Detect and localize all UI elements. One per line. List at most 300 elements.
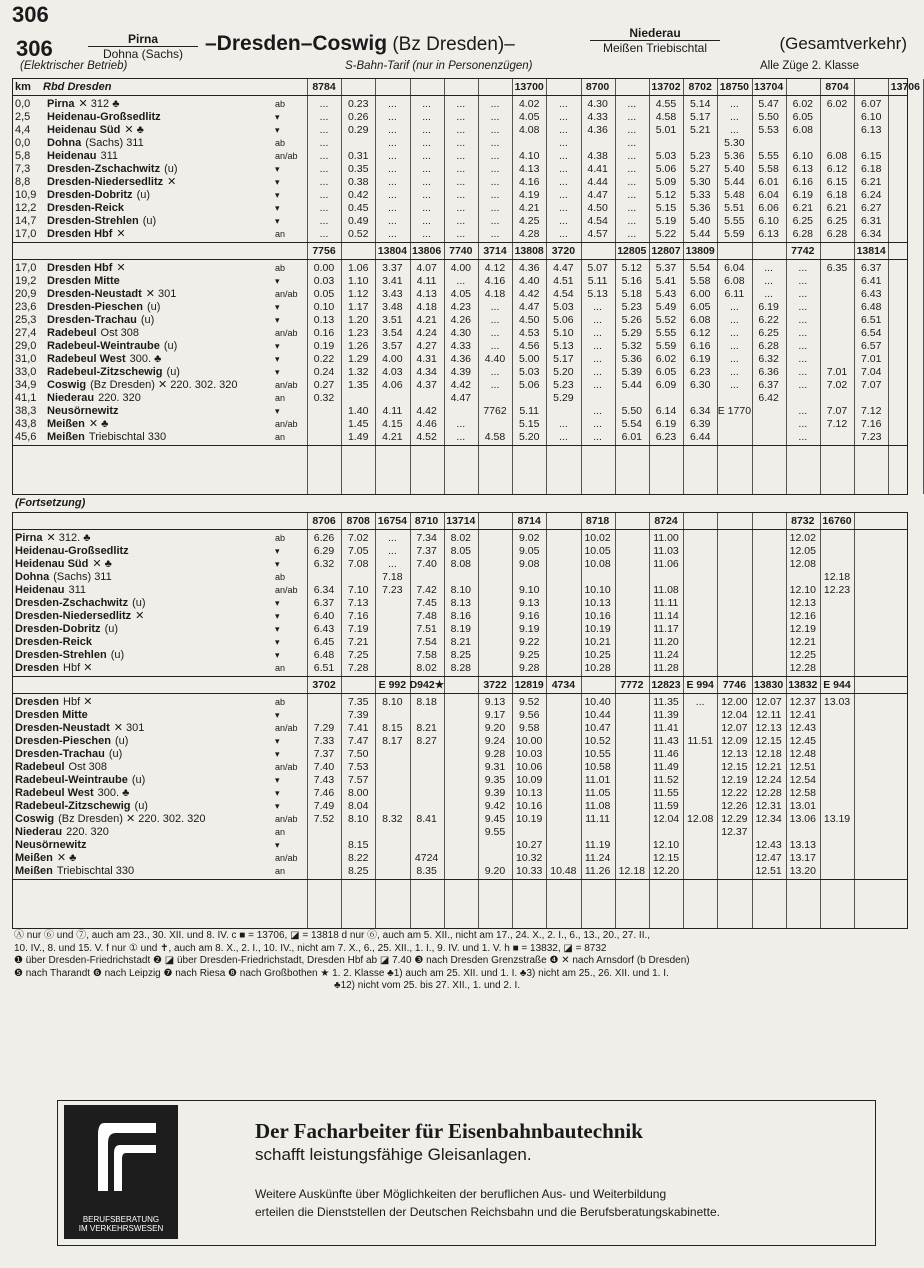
time-cell: 5.11 [519, 405, 540, 417]
time-cell: 10.13 [584, 597, 611, 609]
time-cell: ... [490, 340, 500, 352]
tariff-note: S-Bahn-Tarif (nur in Personenzügen) [345, 60, 533, 72]
time-cell: ... [490, 379, 500, 391]
time-cell: 4.52 [416, 431, 437, 443]
row-divider [13, 95, 907, 96]
time-cell: 0.38 [347, 176, 369, 188]
time-cell: 7762 [483, 405, 507, 417]
time-cell: 6.18 [860, 163, 882, 175]
time-cell: 1.32 [347, 366, 369, 378]
station-label: Dresden-Zschachwitz [15, 597, 129, 609]
time-cell: 0.13 [313, 314, 335, 326]
time-cell: 12.23 [823, 584, 851, 596]
station-name [47, 111, 287, 124]
time-cell: ... [422, 163, 431, 175]
time-cell: 6.48 [860, 301, 882, 313]
time-cell: 9.20 [484, 722, 506, 734]
time-cell: ... [798, 366, 808, 378]
time-cell: 1.26 [347, 340, 369, 352]
arr-dep-mark: ▾ [275, 710, 280, 720]
station-label: Coswig [15, 813, 55, 825]
time-cell: 5.01 [655, 124, 677, 136]
station-name [47, 366, 287, 379]
time-cell: 10.06 [516, 761, 543, 773]
time-cell: 5.54 [621, 418, 643, 430]
station-row [13, 340, 907, 353]
section-divider [13, 242, 907, 243]
arr-dep-mark: an [275, 229, 286, 239]
train-number: 8706 [312, 515, 336, 527]
train-number: E 992 [378, 679, 407, 691]
station-km: 23,6 [15, 301, 37, 313]
station-extra: (u) [114, 735, 129, 747]
time-cell: 12.02 [789, 532, 816, 544]
station-km: 0,0 [15, 137, 31, 149]
station-name [15, 558, 255, 571]
train-number: 7740 [449, 245, 473, 257]
station-name [47, 405, 287, 418]
time-cell: ... [593, 353, 602, 365]
time-cell: 5.52 [655, 314, 677, 326]
time-cell: ... [730, 340, 739, 352]
station-name [15, 597, 255, 610]
time-cell: 4.11 [382, 405, 403, 417]
time-cell: 11.17 [653, 623, 679, 635]
time-cell: 6.48 [313, 649, 335, 661]
time-cell: 4.07 [416, 262, 437, 274]
time-cell: ... [388, 545, 397, 557]
time-cell: 10.28 [584, 662, 611, 674]
station-extra: ✕ 312. ♣ [46, 532, 91, 544]
station-label: Radebeul-Zitzschewig [15, 800, 131, 812]
station-extra: 220. 320 [98, 392, 141, 404]
station-extra: ✕ ♣ [92, 558, 112, 570]
time-cell: ... [422, 98, 431, 110]
time-cell: 11.19 [584, 839, 611, 851]
arr-dep-mark: an/ab [275, 853, 298, 863]
time-cell: 5.20 [518, 431, 540, 443]
time-cell: 11.24 [584, 852, 611, 864]
arr-dep-mark: an [275, 827, 286, 837]
time-cell: 0.24 [313, 366, 335, 378]
station-label: Radebeul West [15, 787, 94, 799]
time-cell: 8.02 [450, 532, 472, 544]
time-cell: ... [388, 228, 397, 240]
time-cell: ... [559, 150, 568, 162]
station-row [13, 228, 907, 241]
station-row [13, 748, 907, 761]
arr-dep-mark: ab [275, 263, 286, 273]
time-cell: 10.33 [516, 865, 543, 877]
time-cell: ... [490, 111, 500, 123]
station-km: 25,3 [15, 314, 37, 326]
time-cell: ... [319, 137, 329, 149]
time-cell: 6.19 [655, 418, 677, 430]
time-cell: 7.45 [416, 597, 437, 609]
train-number: 18750 [719, 81, 749, 93]
arr-dep-mark: an/ab [275, 151, 298, 161]
time-cell: ... [730, 366, 739, 378]
time-cell: ... [456, 163, 466, 175]
time-cell: 1.20 [347, 314, 369, 326]
station-label: Dresden-Zschachwitz [47, 163, 161, 175]
arr-dep-mark: ▾ [275, 112, 280, 122]
station-name [15, 722, 255, 735]
time-cell: 4.30 [450, 327, 472, 339]
time-cell: 6.15 [826, 176, 848, 188]
station-label: Radebeul West [47, 353, 126, 365]
time-cell: 8.17 [382, 735, 403, 747]
time-cell: 10.55 [584, 748, 611, 760]
time-cell: 0.10 [313, 301, 335, 313]
time-cell: ... [490, 176, 500, 188]
station-label: Dresden-Niedersedlitz [15, 610, 132, 622]
time-cell: 7.47 [347, 735, 369, 747]
time-cell: 8.15 [382, 722, 403, 734]
time-cell: 11.01 [584, 774, 611, 786]
time-cell: 5.19 [655, 215, 677, 227]
station-name [15, 584, 255, 597]
time-cell: 11.35 [653, 696, 679, 708]
time-cell: 12.07 [755, 696, 782, 708]
station-label: Meißen [47, 431, 85, 443]
time-cell: 12.18 [755, 748, 782, 760]
station-row [13, 215, 907, 228]
time-cell: ... [388, 202, 397, 214]
time-cell: 12.13 [789, 597, 816, 609]
time-cell: 6.28 [758, 340, 779, 352]
arr-dep-mark: ▾ [275, 164, 280, 174]
time-cell: 6.31 [860, 215, 882, 227]
time-cell: 6.08 [689, 314, 711, 326]
time-cell: 12.41 [789, 709, 816, 721]
station-name [47, 301, 287, 314]
time-cell: 13.17 [789, 852, 816, 864]
time-cell: 12.51 [789, 761, 816, 773]
time-cell: 3.51 [382, 314, 403, 326]
time-cell: 4.05 [518, 111, 540, 123]
time-cell: 11.11 [653, 597, 679, 609]
time-cell: ... [422, 202, 431, 214]
time-cell: 12.29 [721, 813, 748, 825]
station-row [13, 392, 907, 405]
station-name [47, 392, 287, 405]
time-cell: 7.42 [416, 584, 437, 596]
time-cell: 5.50 [621, 405, 643, 417]
station-name [15, 545, 255, 558]
station-row [13, 163, 907, 176]
station-row [13, 852, 907, 865]
time-cell: 1.06 [347, 262, 369, 274]
time-cell: 7.16 [347, 610, 369, 622]
time-cell: 6.21 [792, 202, 814, 214]
time-cell: 6.19 [758, 301, 779, 313]
train-number: 13706 [890, 81, 920, 93]
time-cell: ... [319, 202, 329, 214]
train-number: 13714 [446, 515, 476, 527]
station-name [15, 839, 255, 852]
time-cell: 7.25 [347, 649, 369, 661]
time-cell: ... [730, 111, 739, 123]
time-cell: 7.39 [347, 709, 369, 721]
time-cell: 6.04 [758, 189, 779, 201]
time-cell: 11.06 [653, 558, 679, 570]
time-cell: ... [422, 189, 431, 201]
time-cell: 6.32 [758, 353, 779, 365]
time-cell: 5.06 [553, 314, 574, 326]
time-cell: 4.53 [518, 327, 540, 339]
time-cell: 5.26 [621, 314, 643, 326]
station-row [13, 761, 907, 774]
train-number: 13806 [411, 245, 442, 257]
train-number: 8704 [825, 81, 849, 93]
train-number-row [13, 245, 907, 258]
time-cell: 4.25 [518, 215, 540, 227]
station-label: Dohna [15, 571, 50, 583]
time-cell: 10.19 [584, 623, 611, 635]
time-cell: 7.21 [347, 636, 369, 648]
train-number: D942★ [409, 679, 445, 691]
time-cell: 6.26 [313, 532, 335, 544]
time-cell: 6.13 [860, 124, 882, 136]
time-cell: 6.29 [313, 545, 335, 557]
ad-headline: Der Facharbeiter für Eisenbahnbautechnik [255, 1119, 643, 1143]
station-name [15, 852, 255, 865]
station-row [13, 431, 907, 444]
station-row [13, 571, 907, 584]
station-label: Meißen [47, 418, 85, 430]
station-label: Dresden-Reick [15, 636, 93, 648]
station-extra: 300. ♣ [129, 353, 162, 365]
station-label: Dresden-Strehlen [15, 649, 107, 661]
station-extra: (u) [132, 597, 146, 609]
time-cell: ... [456, 215, 466, 227]
time-cell: 1.45 [347, 418, 369, 430]
time-cell: 5.03 [518, 366, 540, 378]
station-name [47, 202, 287, 215]
station-label: Dresden-Niedersedlitz [47, 176, 164, 188]
time-cell: 6.28 [826, 228, 848, 240]
train-number: 8724 [654, 515, 678, 527]
time-cell: 5.22 [655, 228, 677, 240]
time-cell: 10.44 [584, 709, 611, 721]
time-cell: 12.21 [755, 761, 782, 773]
scope-label: (Gesamtverkehr) [779, 34, 907, 53]
station-name [15, 571, 255, 584]
time-cell: 11.24 [653, 649, 679, 661]
train-number: E 944 [823, 679, 851, 691]
time-cell: 8.21 [416, 722, 437, 734]
arr-dep-mark: ▾ [275, 216, 280, 226]
station-row [13, 787, 907, 800]
route-title [205, 32, 515, 56]
time-cell: 7.23 [382, 584, 403, 596]
station-name [47, 431, 287, 444]
time-cell: 9.22 [518, 636, 540, 648]
arr-dep-mark: ▾ [275, 367, 280, 377]
time-cell: 10.16 [584, 610, 611, 622]
time-cell: 12.13 [755, 722, 782, 734]
station-row [13, 649, 907, 662]
time-cell: 6.24 [860, 189, 882, 201]
time-cell: 8.00 [347, 787, 369, 799]
train-number: 13832 [788, 679, 818, 691]
time-cell: 12.15 [755, 735, 782, 747]
station-extra: ✕ ♣ [124, 124, 144, 136]
station-name [15, 826, 255, 839]
time-cell: ... [490, 189, 500, 201]
time-cell: ... [559, 431, 568, 443]
section-divider [13, 879, 907, 880]
rail-logo-icon [64, 1105, 178, 1205]
time-cell: 4.08 [518, 124, 540, 136]
station-label: Heidenau-Großsedlitz [47, 111, 161, 123]
time-cell: ... [730, 124, 739, 136]
time-cell: 0.35 [347, 163, 369, 175]
time-cell: ... [593, 418, 602, 430]
station-extra: 311 [100, 150, 119, 162]
time-cell: 4.46 [416, 418, 437, 430]
station-km: 4,4 [15, 124, 31, 136]
time-cell: 4.56 [518, 340, 540, 352]
row-divider [13, 259, 907, 260]
time-cell: 12.28 [755, 787, 782, 799]
time-cell: 0.03 [313, 275, 335, 287]
train-number: 8714 [517, 515, 541, 527]
time-cell: 4.50 [587, 202, 608, 214]
time-cell: 8.16 [450, 610, 472, 622]
time-cell: 4.06 [382, 379, 403, 391]
time-cell: 10.10 [584, 584, 611, 596]
rbd-label: Rbd Dresden [43, 81, 112, 93]
time-cell: 6.37 [313, 597, 335, 609]
time-cell: 5.37 [655, 262, 677, 274]
time-cell: 5.17 [689, 111, 711, 123]
time-cell: 10.09 [516, 774, 543, 786]
time-cell: 8.04 [347, 800, 369, 812]
time-cell: ... [798, 262, 808, 274]
time-cell: 6.08 [792, 124, 814, 136]
time-cell: ... [798, 301, 808, 313]
station-km: 45,6 [15, 431, 37, 443]
arr-dep-mark: an/ab [275, 762, 298, 772]
station-name [15, 774, 255, 787]
electric-note: (Elektrischer Betrieb) [20, 60, 128, 72]
time-cell: 5.03 [553, 301, 574, 313]
time-cell: 6.25 [826, 215, 848, 227]
time-cell: 4.02 [518, 98, 540, 110]
station-row [13, 366, 907, 379]
time-cell: 6.05 [655, 366, 677, 378]
time-cell: ... [388, 111, 397, 123]
arr-dep-mark: ▾ [275, 650, 280, 660]
time-cell: 3.43 [382, 288, 403, 300]
arr-dep-mark: an/ab [275, 723, 298, 733]
time-cell: 4.54 [587, 215, 608, 227]
time-cell: 6.39 [689, 418, 711, 430]
station-name [47, 137, 287, 150]
time-cell: ... [388, 215, 397, 227]
station-label: Coswig [47, 379, 87, 391]
time-cell: 6.37 [758, 379, 779, 391]
time-cell: 11.52 [653, 774, 679, 786]
time-cell: 4.21 [416, 314, 437, 326]
time-cell: 7.34 [416, 532, 437, 544]
station-row [13, 865, 907, 878]
time-cell: 1.10 [347, 275, 369, 287]
time-cell: 7.40 [313, 761, 335, 773]
station-extra: Ost 308 [68, 761, 108, 773]
time-cell: 9.52 [518, 696, 540, 708]
time-cell: ... [695, 696, 705, 708]
station-row [13, 709, 907, 722]
time-cell: ... [456, 137, 466, 149]
time-cell: 11.39 [653, 709, 679, 721]
time-cell: 10.13 [516, 787, 543, 799]
time-cell: ... [388, 150, 397, 162]
station-name [47, 98, 287, 111]
station-row [13, 379, 907, 392]
time-cell: 4.11 [416, 275, 437, 287]
time-cell: 12.19 [721, 774, 748, 786]
row-divider [13, 693, 907, 694]
arr-dep-mark: ▾ [275, 749, 280, 759]
station-extra: ✕ 301 [145, 288, 177, 300]
time-cell: 4.47 [553, 262, 574, 274]
time-cell: 7.28 [347, 662, 369, 674]
station-row [13, 826, 907, 839]
time-cell: 6.57 [860, 340, 882, 352]
time-cell: 8.19 [450, 623, 472, 635]
time-cell: 11.43 [653, 735, 679, 747]
time-cell: ... [627, 202, 637, 214]
time-cell: 12.18 [823, 571, 851, 583]
station-extra: 311 [68, 584, 87, 596]
time-cell: 12.11 [755, 709, 782, 721]
station-name [47, 228, 287, 241]
time-cell: ... [593, 431, 602, 443]
time-cell: 6.45 [313, 636, 335, 648]
time-cell: 11.28 [653, 662, 679, 674]
station-name [47, 288, 287, 301]
time-cell: ... [593, 340, 602, 352]
arr-dep-mark: ab [275, 697, 286, 707]
station-name [15, 800, 255, 813]
station-extra: ✕ [116, 228, 126, 240]
time-cell: 1.17 [347, 301, 369, 313]
time-cell: ... [388, 137, 397, 149]
time-cell: E 1770 [717, 405, 752, 417]
station-label: Dresden [15, 662, 60, 674]
station-label: Dresden Mitte [15, 709, 88, 721]
train-number-row [13, 81, 920, 94]
time-cell: 5.43 [655, 288, 677, 300]
time-cell: ... [593, 327, 602, 339]
time-cell: 6.00 [689, 288, 711, 300]
train-number: 3714 [483, 245, 507, 257]
train-number: 3702 [312, 679, 336, 691]
station-name [15, 761, 255, 774]
time-cell: 4.12 [484, 262, 506, 274]
station-km: 10,9 [15, 189, 37, 201]
time-cell: 4.31 [416, 353, 437, 365]
time-cell: 12.19 [789, 623, 816, 635]
station-extra: Hbf ✕ [63, 662, 93, 674]
time-cell: 5.33 [689, 189, 711, 201]
time-cell: 12.08 [687, 813, 714, 825]
time-cell: 5.58 [758, 163, 779, 175]
footnote-line: ♣12) nicht vom 25. bis 27. XII., 1. und 2. I. [334, 980, 521, 991]
